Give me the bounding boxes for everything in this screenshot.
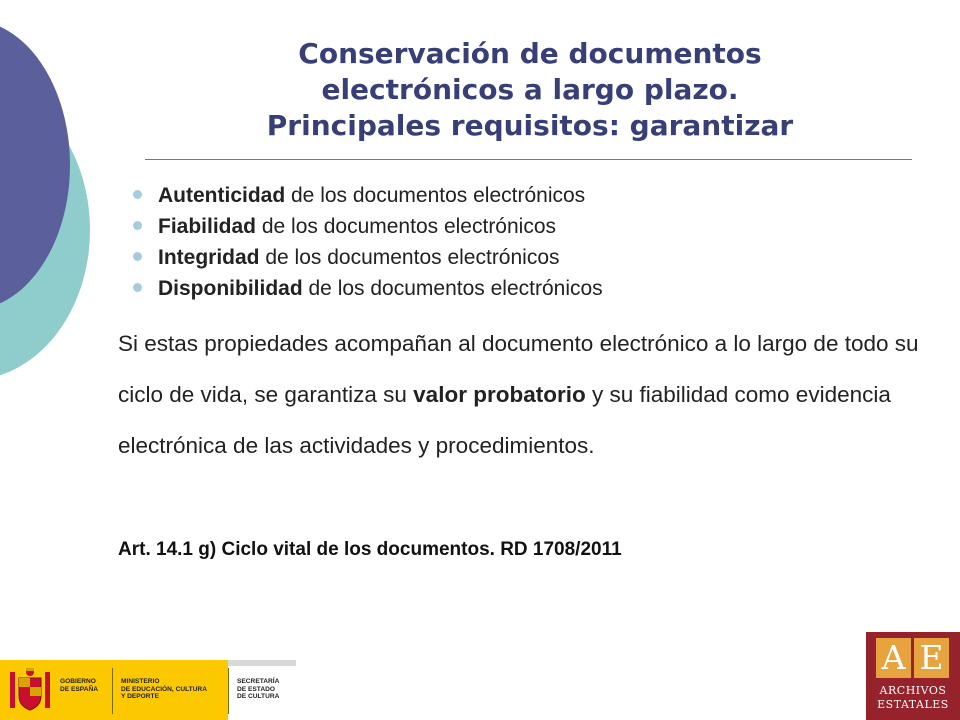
requirement-name: Integridad	[158, 246, 260, 269]
secretaria-label: SECRETARÍA DE ESTADO DE CULTURA	[237, 678, 280, 700]
requirement-text: de los documentos electrónicos	[302, 277, 603, 300]
paragraph-emphasis: valor probatorio	[413, 382, 586, 407]
requirement-text: de los documentos electrónicos	[256, 215, 557, 238]
requirement-text: de los documentos electrónicos	[285, 184, 586, 207]
title-line-2: electrónicos a largo plazo.	[321, 73, 739, 106]
requirement-name: Disponibilidad	[158, 277, 303, 300]
title-line-3: Principales requisitos: garantizar	[266, 109, 794, 142]
logo-name: ARCHIVOS ESTATALES	[877, 684, 949, 711]
requirements-list	[133, 180, 603, 304]
bullet-icon	[133, 283, 142, 292]
bullet-icon	[133, 190, 142, 199]
list-item	[133, 273, 603, 304]
logo-letter-e: E	[914, 638, 949, 678]
gobierno-label: GOBIERNO DE ESPAÑA	[60, 678, 98, 693]
logo-separator	[112, 668, 113, 714]
paragraph-text-before: Si estas propiedades acompañan al documento electrónico a lo largo de todo su ciclo de vida, se garantiza su	[118, 331, 919, 407]
requirement-name: Fiabilidad	[158, 215, 257, 238]
body-paragraph	[118, 318, 938, 471]
logo-letter-a: A	[876, 638, 911, 678]
archivos-estatales-logo	[866, 632, 960, 720]
legal-reference: Art. 14.1 g) Ciclo vital de los documentos. RD 1708/2011	[118, 539, 622, 560]
bullet-icon	[133, 221, 142, 230]
requirement-name: Autenticidad	[158, 184, 286, 207]
bullet-icon	[133, 252, 142, 261]
list-item	[133, 211, 603, 242]
requirement-text: de los documentos electrónicos	[259, 246, 560, 269]
list-item	[133, 180, 603, 211]
slide-title	[145, 36, 915, 144]
title-line-1: Conservación de documentos	[298, 37, 762, 70]
title-divider	[145, 159, 912, 160]
ministerio-label: MINISTERIO DE EDUCACIÓN, CULTURA Y DEPORTE	[121, 678, 207, 700]
list-item	[133, 242, 603, 273]
paragraph-text-after: y su fiabilidad como evidencia electrónica de las actividades y procedimientos.	[118, 382, 891, 458]
coat-of-arms-icon	[8, 666, 52, 714]
logo-separator	[228, 668, 229, 714]
